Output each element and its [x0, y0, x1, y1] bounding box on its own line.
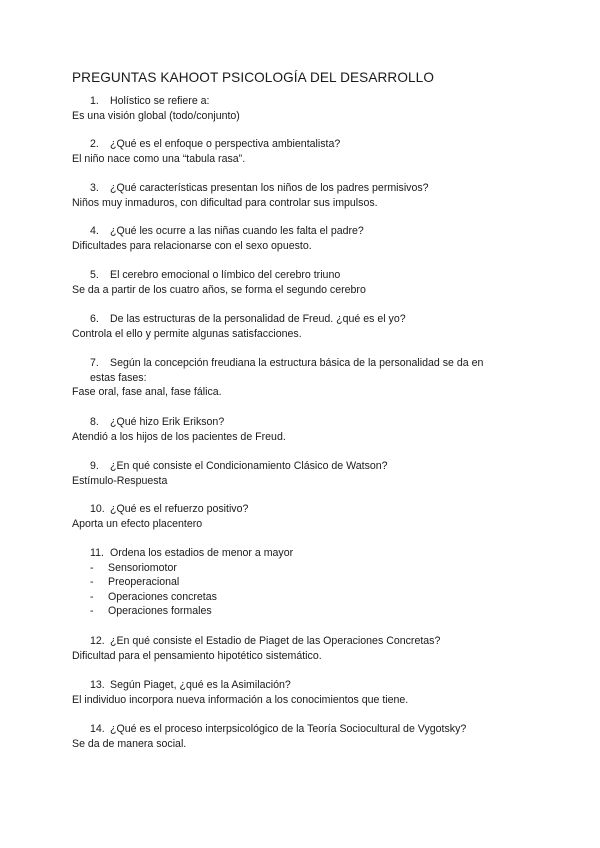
- question-text: ¿En qué consiste el Estadio de Piaget de las Operaciones Concretas?: [110, 635, 441, 647]
- question: [72, 415, 542, 430]
- question-number: 10.: [90, 503, 105, 515]
- answer: Aporta un efecto placentero: [72, 517, 203, 530]
- question: [72, 137, 542, 152]
- question-item-10: [72, 502, 542, 531]
- answer: Se da de manera social.: [72, 737, 187, 750]
- question-item-2: [72, 137, 542, 166]
- question-text: ¿Qué hizo Erik Erikson?: [110, 416, 225, 428]
- question: [72, 502, 542, 517]
- question: [72, 546, 542, 561]
- question-text: ¿Qué les ocurre a las niñas cuando les falta el padre?: [110, 225, 364, 237]
- options-list: [72, 561, 542, 619]
- question-item-11: [72, 546, 542, 619]
- question-item-1: [72, 94, 542, 123]
- question: [72, 459, 542, 474]
- dash-bullet: -: [90, 576, 94, 589]
- list-item: [72, 590, 542, 605]
- question-item-12: [72, 634, 542, 663]
- question: [72, 181, 542, 196]
- answer: Dificultad para el pensamiento hipotético sistemático.: [72, 649, 322, 662]
- question-number: 12.: [90, 635, 105, 647]
- question: [72, 268, 542, 283]
- answer: Dificultades para relacionarse con el sexo opuesto.: [72, 239, 312, 252]
- dash-bullet: -: [90, 590, 94, 603]
- question-number: 2.: [90, 138, 99, 150]
- question-item-13: [72, 678, 542, 707]
- answer: Es una visión global (todo/conjunto): [72, 109, 240, 122]
- list-item: [72, 604, 542, 619]
- question-number: 8.: [90, 416, 99, 428]
- question-text: ¿Qué es el refuerzo positivo?: [110, 503, 249, 515]
- answer: Estímulo-Respuesta: [72, 474, 168, 487]
- question-number: 13.: [90, 679, 105, 691]
- question-number: 14.: [90, 723, 105, 735]
- question-item-3: [72, 181, 542, 210]
- option-text: Operaciones formales: [108, 605, 212, 618]
- option-text: Sensoriomotor: [108, 561, 177, 574]
- question: [72, 634, 542, 649]
- question: [72, 678, 542, 693]
- question-number: 9.: [90, 460, 99, 472]
- question-text: ¿En qué consiste el Condicionamiento Clásico de Watson?: [110, 460, 388, 472]
- question-number: 6.: [90, 313, 99, 325]
- question-text: ¿Qué características presentan los niños de los padres permisivos?: [110, 182, 429, 194]
- option-text: Preoperacional: [108, 576, 180, 589]
- question-text: Según Piaget, ¿qué es la Asimilación?: [110, 679, 291, 691]
- dash-bullet: -: [90, 605, 94, 618]
- answer: El individuo incorpora nueva información a los conocimientos que tiene.: [72, 693, 409, 706]
- question-text: ¿Qué es el proceso interpsicológico de la Teoría Sociocultural de Vygotsky?: [110, 723, 467, 735]
- question-text: Según la concepción freudiana la estructura básica de la personalidad se da en: [110, 357, 484, 369]
- question-text: Holístico se refiere a:: [110, 95, 210, 107]
- question-item-8: [72, 415, 542, 444]
- question: [72, 224, 542, 239]
- question-item-14: [72, 722, 542, 751]
- answer: Fase oral, fase anal, fase fálica.: [72, 386, 222, 399]
- option-text: Operaciones concretas: [108, 590, 217, 603]
- question-item-6: [72, 312, 542, 341]
- document-title: PREGUNTAS KAHOOT PSICOLOGÍA DEL DESARROLLO: [72, 70, 435, 85]
- answer: Se da a partir de los cuatro años, se forma el segundo cerebro: [72, 283, 366, 296]
- question-number: 11.: [90, 547, 104, 559]
- question: [72, 312, 542, 327]
- answer: Controla el ello y permite algunas satisfacciones.: [72, 327, 302, 340]
- list-item: [72, 561, 542, 576]
- question-item-7: [72, 356, 542, 400]
- list-item: [72, 575, 542, 590]
- question-item-9: [72, 459, 542, 488]
- question-text: Ordena los estadios de menor a mayor: [110, 547, 294, 559]
- question: [72, 356, 542, 371]
- dash-bullet: -: [90, 561, 94, 574]
- question-number: 5.: [90, 269, 99, 281]
- question-text: ¿Qué es el enfoque o perspectiva ambientalista?: [110, 138, 341, 150]
- question-text: De las estructuras de la personalidad de Freud. ¿qué es el yo?: [110, 313, 406, 325]
- question-number: 1.: [90, 95, 99, 107]
- question-text: El cerebro emocional o límbico del cerebro triuno: [110, 269, 341, 281]
- question-number: 7.: [90, 357, 99, 369]
- question: [72, 94, 542, 109]
- question-continuation: estas fases:: [90, 371, 147, 384]
- answer: Atendió a los hijos de los pacientes de Freud.: [72, 430, 286, 443]
- question-item-5: [72, 268, 542, 297]
- answer: Niños muy inmaduros, con dificultad para controlar sus impulsos.: [72, 196, 378, 209]
- question-item-4: [72, 224, 542, 253]
- question: [72, 722, 542, 737]
- question-number: 4.: [90, 225, 99, 237]
- answer: El niño nace como una “tabula rasa”.: [72, 152, 246, 165]
- question-number: 3.: [90, 182, 99, 194]
